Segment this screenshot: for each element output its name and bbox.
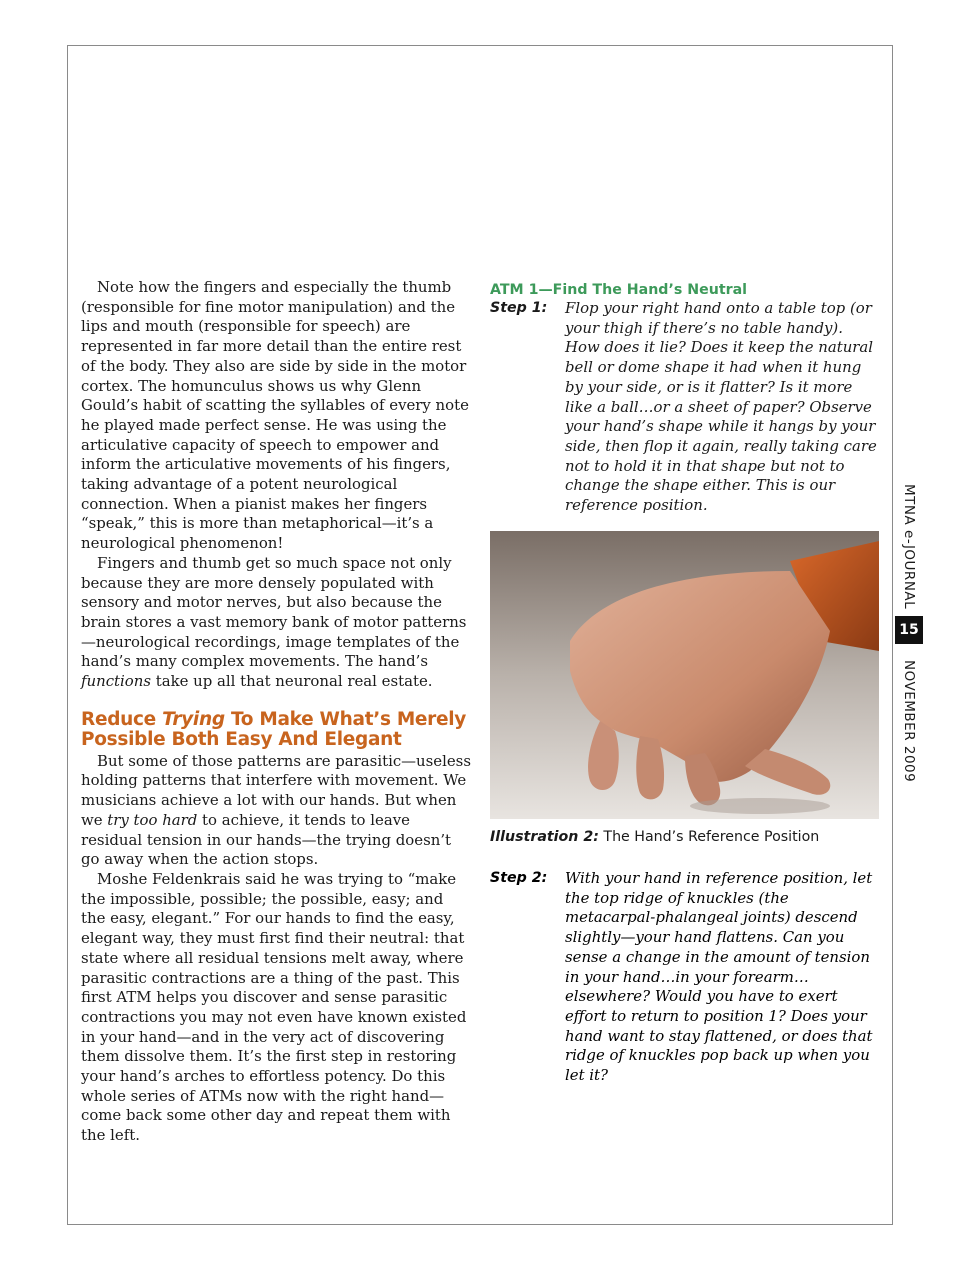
- step-1: [490, 299, 882, 516]
- step-label: Step 2:: [490, 870, 548, 886]
- text-run: Fingers and thumb get so much space not only because they are more densely populated with sensory and motor nerves, but also because the brain stores a vast memory bank of motor patterns—neurological recordings, image templates of the hand’s many complex movements. The hand’s: [81, 553, 467, 671]
- italic-text: functions: [81, 672, 151, 691]
- illustration-caption: [490, 829, 819, 845]
- body-paragraph: Note how the fingers and especially the thumb (responsible for fine motor manipulation) and the lips and mouth (responsible for speech) are represented in far more detail than the entire rest of the body. They also are side by side in the motor cortex. The homunculus shows us why Glenn Gould’s habit of scatting the syllables of every note he played made perfect sense. He was using the articulative capacity of speech to empower and inform the articulative movements of his fingers, taking advantage of a potent neurological connection. When a pianist makes her fingers “speak,” this is more than metaphorical—it’s a neurological phenomenon!: [81, 278, 469, 553]
- text-run: But some of those patterns are parasitic—useless holding patterns that interfere with movement. We musicians achieve a lot with our hands. But when we: [81, 751, 471, 829]
- caption-text: The Hand’s Reference Position: [598, 829, 820, 845]
- step-text: Flop your right hand onto a table top (or your thigh if there’s no table handy). How does it lie? Does it keep the natural bell or dome shape it had when it hung by your side, or is it flatter? Is it more like a ball…or a sheet of paper? Observe your hand’s shape while it hangs by your side, then flop it again, really taking care not to hold it in that shape but not to change the shape either. This is our reference position.: [565, 299, 877, 515]
- step-2: [490, 869, 882, 1086]
- step-2-row: [490, 869, 882, 1086]
- issue-date: NOVEMBER 2009: [901, 659, 917, 783]
- hand-photo: [490, 531, 879, 819]
- body-paragraph: Moshe Feldenkrais said he was trying to “make the impossible, possible; the possible, easy; and the easy, elegant.” For our hands to find the easy, elegant way, they must first find their neutral: that state where all residual tensions melt away, where parasitic contractions are a thing of the past. This first ATM helps you discover and sense parasitic contractions you may not even have known existed in your hand—and in the very act of discovering them dissolve them. It’s the first step in restoring your hand’s arches to effortless potency. Do this whole series of ATMs now with the right hand—come back some other day and repeat them with the left.: [81, 869, 467, 1145]
- heading-text: Reduce: [81, 708, 163, 730]
- heading-text: To Make What’s Merely Possible Both Easy And Elegant: [81, 708, 467, 750]
- body-paragraph: [81, 554, 471, 692]
- caption-label: Illustration 2:: [490, 829, 599, 845]
- section-heading: [81, 710, 471, 750]
- heading-italic: Trying: [162, 708, 225, 730]
- body-paragraph: [81, 752, 471, 870]
- page-number: 15: [895, 616, 923, 644]
- sidebar: [895, 470, 923, 800]
- text-run: to achieve, it tends to leave residual tension in our hands—the trying doesn’t go away when the action stops.: [81, 810, 452, 869]
- atm-title: ATM 1—Find The Hand’s Neutral: [490, 282, 748, 298]
- step-label: Step 1:: [490, 300, 548, 316]
- step-text: With your hand in reference position, let the top ridge of knuckles (the metacarpal-phalangeal joints) descend slightly—your hand flattens. Can you sense a change in the amount of tension in your hand…in your forearm…elsewhere? Would you have to exert effort to return to position 1? Does your hand want to stay flattened, or does that ridge of knuckles pop back up when you let it?: [565, 869, 873, 1085]
- right-column: [490, 281, 882, 516]
- hand-illustration: [490, 531, 879, 819]
- italic-text: try too hard: [107, 810, 198, 829]
- left-column: [81, 278, 471, 1146]
- text-run: take up all that neuronal real estate.: [150, 672, 433, 691]
- journal-name: MTNA e-JOURNAL: [901, 484, 917, 610]
